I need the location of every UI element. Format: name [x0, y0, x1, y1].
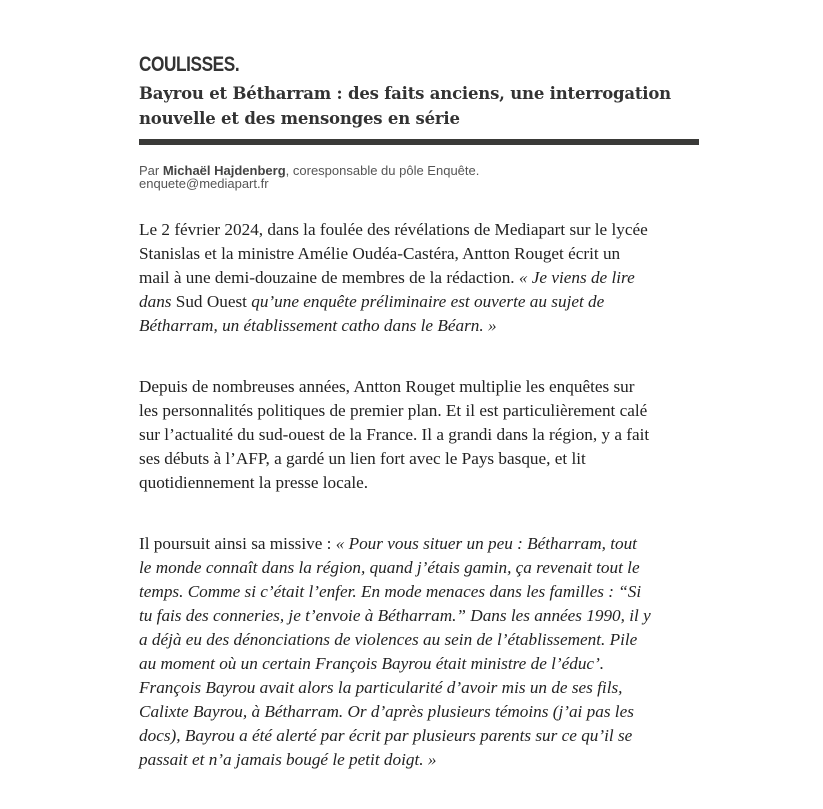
byline	[139, 164, 699, 190]
article-paragraph	[139, 218, 699, 338]
paragraph-line	[139, 676, 699, 700]
text: ses débuts à l’AFP, a gardé un lien fort avec le Pays basque, et lit	[139, 449, 586, 468]
paragraph-line	[139, 314, 699, 338]
text: Stanislas et la ministre Amélie Oudéa-Castéra, Antton Rouget écrit un	[139, 244, 621, 263]
title-divider	[139, 139, 699, 145]
paragraph-line	[139, 628, 699, 652]
author-role: , coresponsable du pôle Enquête.	[285, 163, 480, 178]
italic-text: a déjà eu des dénonciations de violences au sein de l’établissement. Pile	[139, 630, 638, 649]
text: Depuis de nombreuses années, Antton Rouget multiplie les enquêtes sur	[139, 377, 635, 396]
paragraph-line	[139, 580, 699, 604]
paragraph-line	[139, 652, 699, 676]
italic-text: docs), Bayrou a été alerté par écrit par plusieurs parents sur ce qu’il se	[139, 726, 633, 745]
paragraph-line	[139, 242, 699, 266]
italic-text: temps. Comme si c’était l’enfer. En mode menaces dans les familles : “Si	[139, 582, 642, 601]
paragraph-line	[139, 218, 699, 242]
paragraph-line	[139, 532, 699, 556]
paragraph-line	[139, 266, 699, 290]
paragraph-line	[139, 447, 699, 471]
italic-text: qu’une enquête préliminaire est ouverte au sujet de	[246, 292, 605, 311]
text: mail à une demi-douzaine de membres de la rédaction.	[139, 268, 519, 287]
article-paragraph	[139, 532, 699, 772]
paragraph-line	[139, 399, 699, 423]
paragraph-line	[139, 290, 699, 314]
paragraph-line	[139, 724, 699, 748]
article-kicker: COULISSES.	[139, 53, 240, 76]
italic-text: le monde connaît dans la région, quand j’étais gamin, ça revenait tout le	[139, 558, 640, 577]
italic-text: tu fais des conneries, je t’envoie à Bétharram.” Dans les années 1990, il y	[139, 606, 651, 625]
text: les personnalités politiques de premier plan. Et il est particulièrement calé	[139, 401, 648, 420]
paragraph-line	[139, 556, 699, 580]
text: Le 2 février 2024, dans la foulée des révélations de Mediapart sur le lycée	[139, 220, 648, 239]
article-title	[139, 81, 699, 131]
italic-text: dans	[139, 292, 176, 311]
article-paragraph	[139, 375, 699, 495]
article-body	[139, 218, 699, 772]
title-line: Bayrou et Bétharram : des faits anciens, une interrogation	[139, 84, 671, 103]
paragraph-line	[139, 423, 699, 447]
paragraph-line	[139, 471, 699, 495]
author-email[interactable]: enquete@mediapart.fr	[139, 176, 269, 191]
title-line: nouvelle et des mensonges en série	[139, 109, 460, 128]
paragraph-line	[139, 748, 699, 772]
paragraph-line	[139, 375, 699, 399]
italic-text: François Bayrou avait alors la particularité d’avoir mis un de ses fils,	[139, 678, 623, 697]
byline-prefix: Par	[139, 163, 163, 178]
paragraph-line	[139, 700, 699, 724]
italic-text: « Je viens de lire	[518, 268, 635, 287]
italic-text: passait et n’a jamais bougé le petit doigt. »	[139, 750, 437, 769]
italic-text: Bétharram, un établissement catho dans le Béarn. »	[139, 316, 497, 335]
text: Il poursuit ainsi sa missive :	[139, 534, 336, 553]
italic-text: au moment où un certain François Bayrou était ministre de l’éduc’.	[139, 654, 605, 673]
text: quotidiennement la presse locale.	[139, 473, 369, 492]
italic-text: Calixte Bayrou, à Bétharram. Or d’après plusieurs témoins (j’ai pas les	[139, 702, 634, 721]
article	[139, 52, 699, 809]
paragraph-line	[139, 604, 699, 628]
author-name[interactable]: Michaël Hajdenberg	[162, 163, 286, 178]
italic-text: « Pour vous situer un peu : Bétharram, tout	[335, 534, 637, 553]
text: sur l’actualité du sud-ouest de la France. Il a grandi dans la région, y a fait	[139, 425, 650, 444]
text: Sud Ouest	[175, 292, 247, 311]
